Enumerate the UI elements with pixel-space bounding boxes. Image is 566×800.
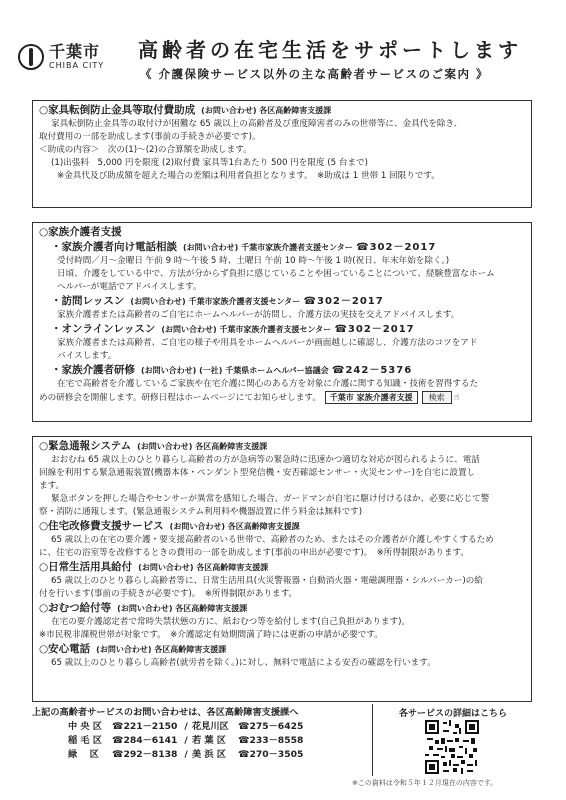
body-text: ※金具代及び助成額を超えた場合の差額は利用者負担となります。 ※助成は 1 世帯 1 回限りです。 — [57, 171, 440, 181]
office-tel: ☎221－2150 — [112, 721, 178, 732]
body-text: に、住宅の浴室等を改修するときの費用の一部を助成します(事前の申出が必要です)。 ※所得制限があります。 — [39, 548, 470, 558]
body-text: ます。 — [39, 481, 65, 491]
body-text: 65 歳以上のひとり暮らし高齢者等に、日常生活用具(火災警報器・自動消火器・電磁調理器・シルバーカー)の給 — [51, 576, 483, 586]
chiba-city-emblem-icon — [18, 44, 44, 70]
body-text: 取付費用の一部を助成します(事前の手続きが必要です)。 — [39, 132, 261, 142]
inquiry-label: (お問い合わせ) 千葉市家族介護者支援センター — [161, 325, 332, 334]
inquiry-label: (お問い合わせ) 各区高齢障害支援課 — [117, 604, 248, 613]
office-tel: ☎284－6141 — [112, 735, 178, 746]
section-heading: ○日常生活用具給付 — [39, 561, 133, 573]
family-caregiver-section — [32, 222, 532, 422]
body-text: 在宅の要介護認定者で常時失禁状態の方に、紙おむつ等を給付します(自己負担があります)。 — [51, 617, 411, 627]
office-name: 緑 区 — [68, 749, 99, 760]
body-text: 家族介護者または高齢者、ご自宅の様子や用具をホームヘルパーが画面越しに確認し、介護方法のコツをアド — [57, 338, 478, 348]
body-text: 65 歳以上の在宅の要介護・要支援高齢者のいる世帯で、高齢者のため、またはその介護者が介護しやすくするため — [51, 535, 494, 545]
body-text: おおむね 65 歳以上のひとり暮らし高齢者の方が急病等の緊急時に迅速かつ適切な対応が図られるように、電話 — [51, 455, 480, 465]
office-name: 中 央 区 — [68, 721, 102, 732]
body-text: 付を行います(事前の手続きが必要です)。 ※所得制限があります。 — [39, 589, 298, 599]
body-text: 察・消防に通報します。(緊急通報システム利用料や機器設置に伴う料金は無料です) — [39, 507, 363, 517]
body-text: ※市民税非課税世帯が対象です。 ※介護認定有効期間満了時には更新の申請が必要です。 — [39, 630, 383, 640]
body-text: めの研修会を開催します。研修日程はホームページにてお知らせします。 — [39, 393, 321, 403]
section-heading: ○緊急通報システム — [39, 440, 132, 452]
inquiry-label: (お問い合わせ) 各区高齢障害支援課 — [96, 645, 227, 654]
phone-number: ☎302－2017 — [303, 296, 384, 307]
inquiry-label: (お問い合わせ) 各区高齢障害支援課 — [137, 442, 268, 451]
body-text: 家族介護者または高齢者のご自宅にホームヘルパーが訪問し、介護方法の実技を交えアドバイスします。 — [57, 310, 460, 320]
search-keyword-box: 千葉市 家族介護者支援 — [325, 391, 418, 404]
body-text: 日頃、介護をしている中で、方法が分からず負担に感じていることや困っていることについて、経験豊富なホーム — [57, 269, 495, 279]
phone-number: ☎302－2017 — [334, 324, 415, 335]
office-tel: ☎292－8138 — [112, 749, 178, 760]
body-text: 回線を利用する緊急通報装置(機器本体・ペンダント型発信機・安否確認センサー・火災センサー)を自宅に設置し — [39, 468, 476, 478]
office-name: 美 浜 区 — [192, 749, 226, 760]
office-row — [32, 734, 368, 748]
inquiry-label: (お問い合わせ) 各区高齢障害支援課 — [169, 522, 300, 531]
body-text: 家具転倒防止金具等の取付けが困難な 65 歳以上の高齢者及び重度障害者のみの世帯等に、金具代を除き、 — [51, 119, 463, 129]
body-text: 65 歳以上のひとり暮らし高齢者(就労者を除く。)に対し、無料で電話による安否の確認を行います。 — [51, 658, 436, 668]
section-heading: ○家具転倒防止金具等取付費助成 — [39, 104, 196, 116]
section-heading: ○家族介護者支援 — [39, 226, 122, 238]
body-text: ＜助成の内容＞ 次の(1)～(2)の合算額を助成します。 — [39, 145, 252, 155]
separator: / — [184, 749, 188, 760]
qr-label: 各サービスの詳細はこちら — [398, 709, 507, 719]
other-services-section — [32, 436, 532, 702]
logo-english: CHIBA CITY — [49, 61, 105, 70]
body-text: バイスします。 — [57, 351, 117, 361]
office-row — [32, 748, 368, 762]
office-name: 若 葉 区 — [192, 735, 226, 746]
inquiry-label: (お問い合わせ) 千葉市家族介護者支援センター — [183, 243, 353, 252]
office-tel: ☎275－6425 — [238, 721, 304, 732]
home-lesson-title: ・訪問レッスン — [51, 295, 125, 307]
online-lesson-title: ・オンラインレッスン — [51, 323, 156, 335]
inquiry-label: (お問い合わせ) (一社) 千葉県ホームヘルパー協議会 — [141, 366, 329, 375]
phone-number: ☎302－2017 — [356, 242, 437, 253]
furniture-subsidy-section — [32, 100, 532, 208]
section-heading: ○住宅改修費支援サービス — [39, 520, 164, 532]
qr-code-panel — [372, 704, 533, 776]
pointer-cursor-icon: ☝ — [453, 393, 460, 403]
office-tel: ☎270－3505 — [238, 749, 304, 760]
phone-consult-title: ・家族介護者向け電話相談 — [51, 241, 177, 253]
office-name: 稲 毛 区 — [68, 735, 102, 746]
logo — [18, 44, 104, 70]
footer-title: 上記の高齢者サービスのお問い合わせは、各区高齢障害支援課へ — [32, 707, 299, 718]
inquiry-label: (お問い合わせ) 千葉市家族介護者支援センター — [130, 297, 301, 306]
phone-number: ☎242－5376 — [331, 365, 413, 376]
inquiry-label: (お問い合わせ) 各区高齢障害支援課 — [138, 563, 269, 572]
contact-footer — [32, 706, 368, 774]
body-text: 緊急ボタンを押した場合やセンサーが異常を感知した場合、ガードマンが自宅に駆け付けるほか、必要に応じて警 — [51, 494, 490, 504]
date-note: ※この資料は令和５年１２月現在の内容です。 — [352, 779, 498, 787]
inquiry-label: (お問い合わせ) 各区高齢障害支援課 — [201, 106, 332, 115]
search-button[interactable]: 検索 — [422, 391, 452, 404]
training-title: ・家族介護者研修 — [51, 364, 135, 376]
qr-code-icon[interactable] — [425, 720, 479, 774]
section-heading: ○おむつ給付等 — [39, 602, 112, 614]
body-text: ヘルパーが電話でアドバイスします。 — [57, 282, 202, 292]
office-row — [32, 720, 368, 734]
logo-japanese: 千葉市 — [49, 42, 101, 61]
office-tel: ☎233－8558 — [238, 735, 304, 746]
body-text: 受付時間／月～金曜日 午前 9 時～午後 5 時、土曜日 午前 10 時～午後 1 時(祝日、年末年始を除く。) — [57, 256, 450, 266]
separator: / — [184, 735, 188, 746]
separator: / — [184, 721, 188, 732]
section-heading: ○安心電話 — [39, 643, 91, 655]
body-text: 在宅で高齢者を介護しているご家族や在宅介護に関心のある方を対象に介護に関する知識・技術を習得するた — [57, 379, 479, 389]
body-text: (1)出張料 5,000 円を限度 (2)取付費 家具等1台あたり 500 円を限度 (5 台まで) — [51, 158, 368, 168]
page-subtitle: 《 介護保険サービス以外の主な高齢者サービスのご案内 》 — [140, 67, 490, 81]
page-title: 高齢者の在宅生活をサポートします — [138, 38, 522, 62]
office-name: 花見川区 — [192, 721, 229, 732]
